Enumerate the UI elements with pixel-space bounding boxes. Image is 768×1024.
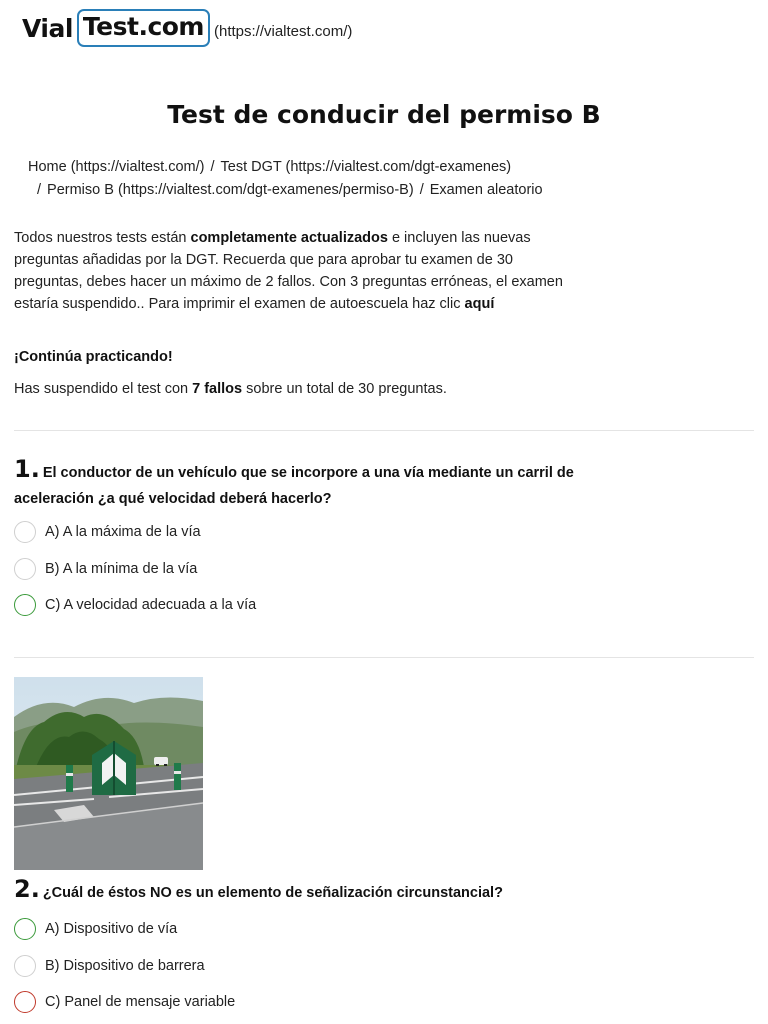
question-2-image	[14, 677, 203, 870]
question-1-title	[14, 456, 574, 512]
option-label: A) A la máxima de la vía	[45, 524, 201, 540]
radio-button[interactable]	[14, 558, 36, 580]
logo-text-test: Test.com	[77, 9, 210, 47]
radio-button[interactable]	[14, 521, 36, 543]
intro-bold: completamente actualizados	[190, 230, 388, 246]
site-url: (https://vialtest.com/)	[213, 22, 353, 40]
intro-paragraph	[14, 227, 574, 315]
radio-button-correct[interactable]	[14, 918, 36, 940]
option-label: A) Dispositivo de vía	[45, 921, 178, 937]
option-label: C) Panel de mensaje variable	[45, 994, 236, 1010]
page-title: Test de conducir del permiso B	[167, 100, 601, 129]
question-1-number: 1.	[14, 455, 40, 483]
radio-button-wrong[interactable]	[14, 991, 36, 1013]
question-1-text: El conductor de un vehículo que se incorpore a una vía mediante un carril de aceleración ¿a qué velocidad deberá hacerlo?	[14, 465, 574, 507]
site-logo[interactable]	[22, 9, 210, 47]
breadcrumb-home[interactable]: Home (https://vialtest.com/)	[28, 159, 205, 175]
print-link[interactable]: aquí	[464, 296, 495, 312]
option-label: C) A velocidad adecuada a la vía	[45, 597, 257, 613]
result-fail-count: 7 fallos	[192, 381, 243, 397]
radio-button-correct[interactable]	[14, 594, 36, 616]
result-text-1: Has suspendido el test con	[14, 381, 193, 397]
result-text-2: sobre un total de 30 preguntas.	[242, 381, 447, 397]
result-summary	[14, 381, 447, 397]
question-2-number: 2.	[14, 875, 40, 903]
breadcrumb-current: Examen aleatorio	[429, 182, 543, 198]
breadcrumb-separator: /	[37, 182, 42, 198]
question-1-option-c[interactable]	[14, 594, 256, 616]
option-label: B) A la mínima de la vía	[45, 561, 198, 577]
question-2-option-b[interactable]	[14, 955, 205, 977]
continue-heading: ¡Continúa practicando!	[14, 349, 173, 365]
radio-button[interactable]	[14, 955, 36, 977]
question-2-text: ¿Cuál de éstos NO es un elemento de señalización circunstancial?	[42, 885, 503, 901]
breadcrumb-separator: /	[419, 182, 424, 198]
question-2-option-a[interactable]	[14, 918, 177, 940]
question-2-option-c[interactable]	[14, 991, 235, 1013]
question-1-option-a[interactable]	[14, 521, 201, 543]
question-1-option-b[interactable]	[14, 558, 197, 580]
breadcrumb-test-dgt[interactable]: Test DGT (https://vialtest.com/dgt-examenes)	[220, 159, 512, 175]
option-label: B) Dispositivo de barrera	[45, 958, 205, 974]
intro-text-2: e incluyen las nuevas preguntas añadidas por la DGT. Recuerda que para aprobar tu examen de 30 preguntas, debes hacer un máximo de 2 fallos. Con 3 preguntas erróneas, el examen estaría suspendido.. Para imprimir el examen de autoescuela haz clic	[14, 230, 563, 312]
intro-text-1: Todos nuestros tests están	[14, 230, 191, 246]
breadcrumb-separator: /	[210, 159, 215, 175]
divider	[14, 430, 754, 431]
divider	[14, 657, 754, 658]
logo-text-vial: Vial	[22, 13, 73, 43]
question-2-title	[14, 876, 574, 906]
breadcrumb-permiso-b[interactable]: Permiso B (https://vialtest.com/dgt-examenes/permiso-B)	[47, 182, 414, 198]
breadcrumb	[28, 156, 728, 202]
site-header	[22, 8, 352, 48]
